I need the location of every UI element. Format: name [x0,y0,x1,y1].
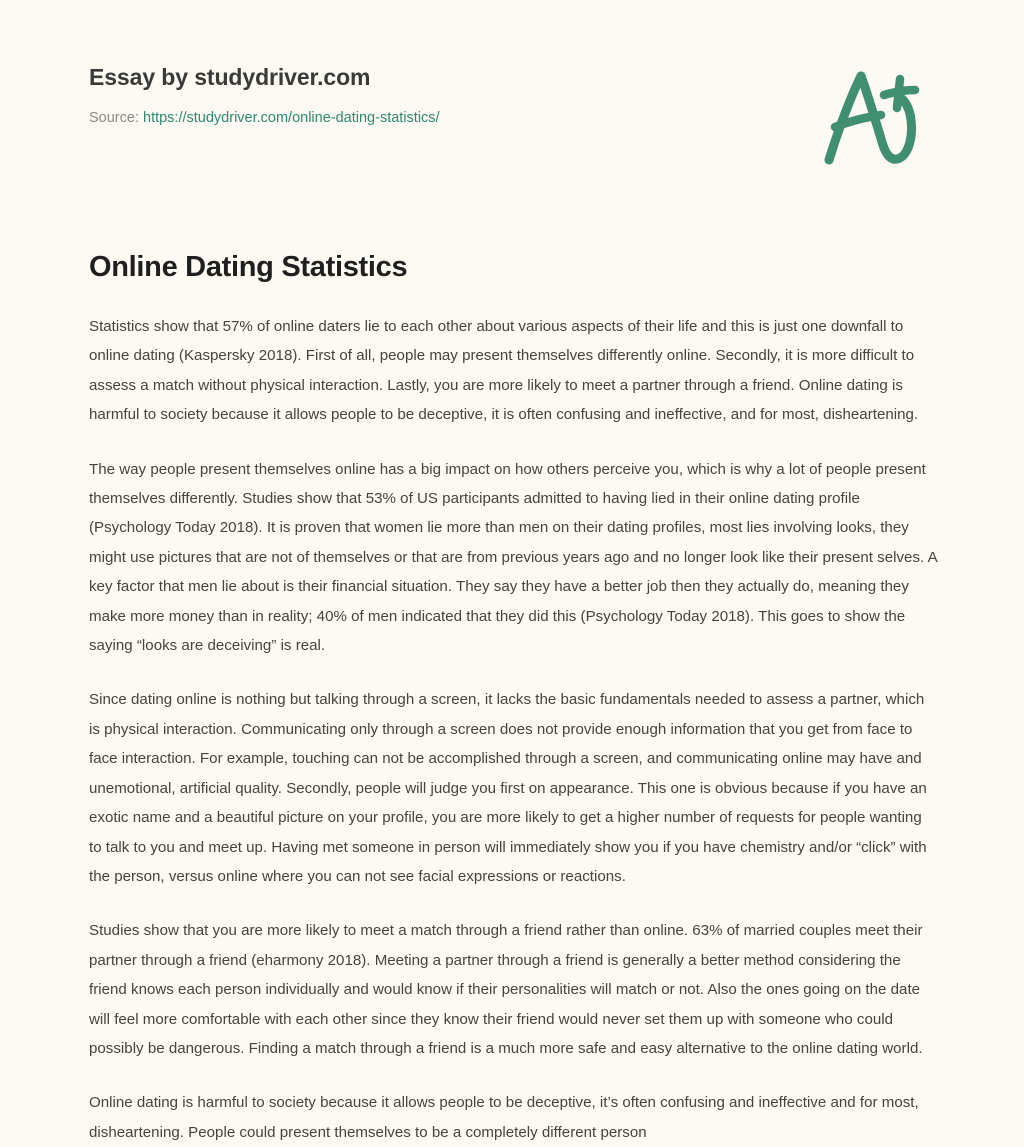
paragraph: Online dating is harmful to society because it allows people to be deceptive, it’s often confusing and ineffective and for most, disheartening. People could present themselves to be a completely different person [89,1094,919,1141]
source-url-link[interactable]: https://studydriver.com/online-dating-statistics/ [143,110,440,126]
paragraph: Studies show that you are more likely to meet a match through a friend rather than online. 63% of married couples meet their partner through a friend (eharmony 2018). Meeting a partner through a friend is generally a better method considering the friend knows each person individually and would know if their personalities will match or not. Also the ones going on the date will feel more comfortable with each other since they know their friend would never set them up with someone who could possibly be dangerous. Finding a match through a friend is a much more safe and easy alternative to the online dating world. [89,922,923,1057]
paragraph: Statistics show that 57% of online daters lie to each other about various aspects of their life and this is just one downfall to online dating (Kaspersky 2018). First of all, people may present themselves differently online. Secondly, it is more difficult to assess a match without physical interaction. Lastly, you are more likely to meet a partner through a friend. Online dating is harmful to society because it allows people to be deceptive, it is often confusing and ineffective, and for most, disheartening. [89,318,919,424]
paragraph: The way people present themselves online has a big impact on how others perceive you, which is why a lot of people present themselves differently. Studies show that 53% of US participants admitted to having lied in their online dating profile (Psychology Today 2018). It is proven that women lie more than men on their dating profiles, most lies involving looks, they might use pictures that are not of themselves or that are from previous years ago and no longer look like their present selves. A key factor that men lie about is their financial situation. They say they have a better job then they actually do, meaning they make more money than in reality; 40% of men indicated that they did this (Psychology Today 2018). This goes to show the saying “looks are deceiving” is real. [89,460,937,655]
a-plus-logo [812,66,922,171]
essay-content [89,248,937,1147]
paragraph: Since dating online is nothing but talking through a screen, it lacks the basic fundamentals needed to assess a partner, which is physical interaction. Communicating only through a screen does not provide enough information that you get from face to face interaction. For example, touching can not be accomplished through a screen, and communicating online may have and unemotional, artificial quality. Secondly, people will judge you first on appearance. This one is obvious because if you have an exotic name and a beautiful picture on your profile, you are more likely to get a higher number of requests for people wanting to talk to you and meet up. Having met someone in person will immediately show you if you have chemistry and/or “click” with the person, versus online where you can not see facial expressions or reactions. [89,691,927,885]
source-label: Source: [89,110,143,126]
source-line [89,108,749,128]
page-title: Online Dating Statistics [89,251,408,283]
header-text-block [89,62,749,128]
essay-byline: Essay by studydriver.com [89,64,371,90]
page-header [0,0,1024,200]
essay-body [89,312,937,1147]
a-plus-logo-icon [812,66,922,171]
